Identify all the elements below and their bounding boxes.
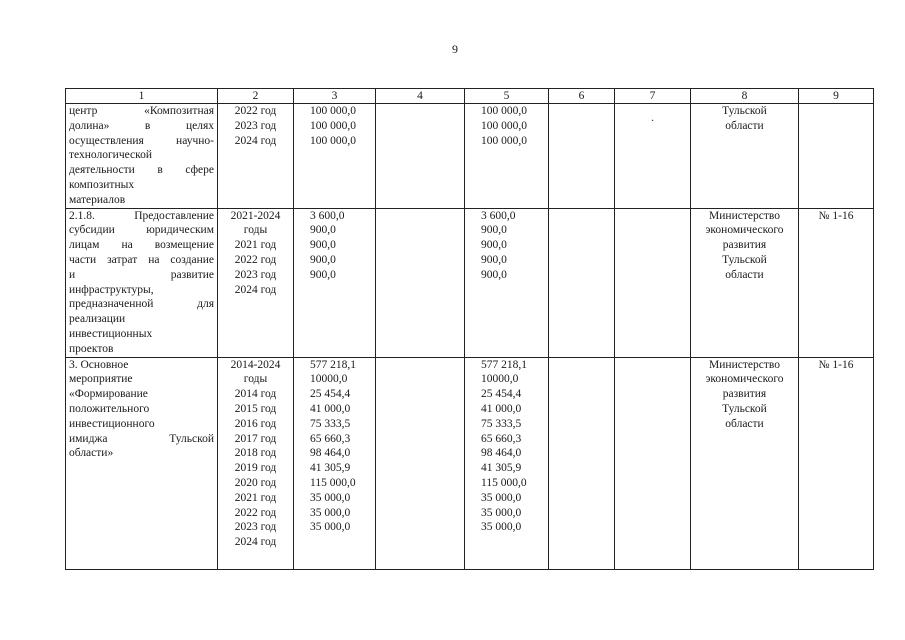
description-line: мероприятие xyxy=(69,373,133,386)
amount-value: 35 000,0 xyxy=(310,491,351,504)
indicators-cell xyxy=(799,104,874,209)
description-line: субсидии юридическим xyxy=(69,224,214,237)
table-row xyxy=(66,208,874,357)
year-label: 2023 год xyxy=(234,119,277,132)
amount-value: 65 660,3 xyxy=(481,432,522,445)
description-line: части затрат на создание xyxy=(69,253,214,266)
year-label: 2021 год xyxy=(234,491,277,504)
year-label: 2024 год xyxy=(234,283,277,296)
amount-value: 900,0 xyxy=(310,224,336,237)
amount-value: 35 000,0 xyxy=(310,506,351,519)
amount-value: 35 000,0 xyxy=(310,521,351,534)
year-label: 2021-2024 xyxy=(230,209,281,222)
table-body xyxy=(66,104,874,570)
col7-cell xyxy=(615,104,691,209)
amount-value: 900,0 xyxy=(481,253,507,266)
amount-value: 75 333,5 xyxy=(310,417,351,430)
year-label: 2023 год xyxy=(234,521,277,534)
col4-cell xyxy=(376,208,465,357)
amount-value: 41 305,9 xyxy=(310,462,351,475)
year-label: 2014 год xyxy=(234,388,277,401)
year-label: 2022 год xyxy=(234,105,277,117)
col4-cell xyxy=(376,104,465,209)
col7-cell xyxy=(615,208,691,357)
amount-value: 3 600,0 xyxy=(310,209,345,222)
description-line: «Формирование xyxy=(69,388,148,401)
header-col-1: 1 xyxy=(66,89,218,104)
year-label: 2022 год xyxy=(234,253,277,266)
measures-table xyxy=(65,88,874,570)
responsible-line: Министерство xyxy=(709,358,780,371)
col7-mark: · xyxy=(650,115,655,127)
amount-col3-cell xyxy=(294,104,376,209)
responsible-cell xyxy=(691,357,799,569)
description-line: центр «Композитная xyxy=(69,105,214,117)
table-row xyxy=(66,104,874,209)
description-line: и развитие xyxy=(69,268,214,281)
year-label: 2023 год xyxy=(234,268,277,281)
responsible-line: экономического xyxy=(705,373,784,386)
amount-value: 100 000,0 xyxy=(481,119,527,132)
years-cell xyxy=(218,357,294,569)
description-line: деятельности в сфере xyxy=(69,164,214,177)
amount-value: 98 464,0 xyxy=(481,447,522,460)
description-line: области» xyxy=(69,447,114,460)
responsible-line: Тульской xyxy=(722,402,767,415)
year-label: 2016 год xyxy=(234,417,277,430)
amount-value: 41 000,0 xyxy=(481,402,522,415)
indicator-label: № 1-16 xyxy=(818,209,854,222)
responsible-line: развития xyxy=(722,239,767,252)
responsible-line: Тульской xyxy=(722,253,767,266)
amount-value: 41 000,0 xyxy=(310,402,351,415)
amount-value: 75 333,5 xyxy=(481,417,522,430)
description-line: положительного xyxy=(69,402,150,415)
description-line: 2.1.8. Предоставление xyxy=(69,209,214,222)
amount-value: 35 000,0 xyxy=(481,491,522,504)
responsible-line: Тульской xyxy=(722,105,767,117)
year-label: 2017 год xyxy=(234,432,277,445)
col6-cell xyxy=(549,208,615,357)
amount-value: 900,0 xyxy=(310,253,336,266)
indicators-cell xyxy=(799,208,874,357)
amount-value: 900,0 xyxy=(481,268,507,281)
year-label: 2015 год xyxy=(234,402,277,415)
responsible-cell xyxy=(691,104,799,209)
responsible-line: развития xyxy=(722,388,767,401)
description-line: технологической xyxy=(69,149,153,162)
amount-value: 3 600,0 xyxy=(481,209,516,222)
amount-col5-cell xyxy=(465,357,549,569)
year-label: годы xyxy=(243,224,268,237)
amount-value: 100 000,0 xyxy=(310,105,356,117)
amount-value: 35 000,0 xyxy=(481,506,522,519)
amount-col3-cell xyxy=(294,357,376,569)
amount-value: 900,0 xyxy=(310,239,336,252)
amount-value: 41 305,9 xyxy=(481,462,522,475)
year-label: 2020 год xyxy=(234,476,277,489)
amount-value: 577 218,1 xyxy=(310,358,356,371)
measure-description xyxy=(66,208,218,357)
indicator-label: № 1-16 xyxy=(818,358,854,371)
page-number: 9 xyxy=(452,42,458,56)
responsible-line: области xyxy=(725,119,764,132)
col6-cell xyxy=(549,357,615,569)
amount-value: 115 000,0 xyxy=(481,476,527,489)
year-label: 2024 год xyxy=(234,536,277,549)
measure-description xyxy=(66,357,218,569)
description-line: проектов xyxy=(69,342,114,355)
amount-value: 900,0 xyxy=(310,268,336,281)
header-col-5: 5 xyxy=(465,89,549,104)
amount-col3-cell xyxy=(294,208,376,357)
responsible-line: области xyxy=(725,417,764,430)
header-col-8: 8 xyxy=(691,89,799,104)
year-label: 2022 год xyxy=(234,506,277,519)
responsible-line: области xyxy=(725,268,764,281)
amount-value: 25 454,4 xyxy=(481,388,522,401)
year-label: 2014-2024 xyxy=(230,358,281,371)
amount-value: 25 454,4 xyxy=(310,388,351,401)
years-cell xyxy=(218,104,294,209)
description-line: инфраструктуры, xyxy=(69,283,154,296)
year-label: 2021 год xyxy=(234,239,277,252)
header-col-7: 7 xyxy=(615,89,691,104)
description-line: имиджа Тульской xyxy=(69,432,214,445)
col6-cell xyxy=(549,104,615,209)
description-line: лицам на возмещение xyxy=(69,239,214,252)
col7-cell xyxy=(615,357,691,569)
amount-value: 577 218,1 xyxy=(481,358,527,371)
amount-value: 10000,0 xyxy=(310,373,348,386)
responsible-cell xyxy=(691,208,799,357)
header-row xyxy=(66,89,874,104)
amount-value: 10000,0 xyxy=(481,373,519,386)
header-col-4: 4 xyxy=(376,89,465,104)
amount-value: 900,0 xyxy=(481,239,507,252)
amount-value: 100 000,0 xyxy=(481,105,527,117)
description-line: композитных xyxy=(69,178,135,191)
amount-value: 98 464,0 xyxy=(310,447,351,460)
year-label: 2018 год xyxy=(234,447,277,460)
amount-value: 100 000,0 xyxy=(481,134,527,147)
description-line: долина» в целях xyxy=(69,119,214,132)
year-label: 2024 год xyxy=(234,134,277,147)
description-line: 3. Основное xyxy=(69,358,129,371)
years-cell xyxy=(218,208,294,357)
description-line: инвестиционного xyxy=(69,417,155,430)
description-line: реализации xyxy=(69,313,126,326)
measure-description xyxy=(66,104,218,209)
amount-value: 115 000,0 xyxy=(310,476,356,489)
responsible-line: Министерство xyxy=(709,209,780,222)
year-label: 2019 год xyxy=(234,462,277,475)
col4-cell xyxy=(376,357,465,569)
amount-col5-cell xyxy=(465,104,549,209)
responsible-line: экономического xyxy=(705,224,784,237)
description-line: материалов xyxy=(69,193,126,206)
year-label: годы xyxy=(243,373,268,386)
amount-value: 100 000,0 xyxy=(310,134,356,147)
amount-value: 900,0 xyxy=(481,224,507,237)
header-col-9: 9 xyxy=(799,89,874,104)
table-row xyxy=(66,357,874,569)
amount-col5-cell xyxy=(465,208,549,357)
description-line: осуществления научно- xyxy=(69,134,214,147)
description-line: предназначенной для xyxy=(69,298,214,311)
amount-value: 65 660,3 xyxy=(310,432,351,445)
header-col-2: 2 xyxy=(218,89,294,104)
header-col-6: 6 xyxy=(549,89,615,104)
description-line: инвестиционных xyxy=(69,327,153,340)
amount-value: 35 000,0 xyxy=(481,521,522,534)
amount-value: 100 000,0 xyxy=(310,119,356,132)
header-col-3: 3 xyxy=(294,89,376,104)
indicators-cell xyxy=(799,357,874,569)
